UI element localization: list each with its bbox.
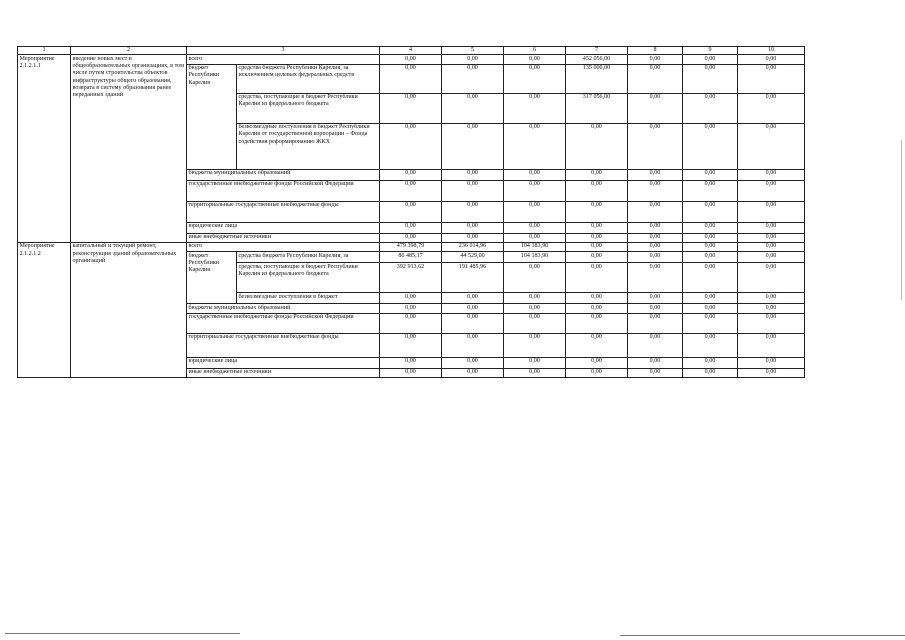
- value-cell: 0,00: [738, 169, 805, 180]
- source-label: средства, поступающие в бюджет Республики Карелия из федерального бюджета: [237, 263, 380, 293]
- value-cell: 0,00: [504, 55, 566, 64]
- value-cell: 0,00: [738, 201, 805, 222]
- value-cell: 0,00: [442, 293, 504, 304]
- header-cell: 9: [683, 47, 738, 55]
- source-label: средства, поступающие в бюджет Республики Карелия из федерального бюджета: [237, 93, 380, 123]
- value-cell: 0,00: [504, 333, 566, 357]
- value-cell: 0,00: [738, 55, 805, 64]
- value-cell: 0,00: [683, 55, 738, 64]
- source-label: всего: [187, 55, 380, 64]
- value-cell: 0,00: [628, 368, 683, 377]
- budget-table: [17, 46, 805, 378]
- table-row: [18, 55, 805, 64]
- value-cell: 0,00: [566, 180, 628, 201]
- value-cell: 0,00: [683, 180, 738, 201]
- value-cell: 0,00: [566, 123, 628, 169]
- value-cell: 0,00: [738, 252, 805, 263]
- value-cell: 0,00: [738, 333, 805, 357]
- value-cell: 0,00: [566, 333, 628, 357]
- value-cell: 44 529,00: [442, 252, 504, 263]
- value-cell: 0,00: [738, 368, 805, 377]
- value-cell: 452 056,00: [566, 55, 628, 64]
- source-label: государственные внебюджетные фонды Российской Федерации: [187, 180, 380, 201]
- value-cell: 0,00: [566, 252, 628, 263]
- value-cell: 0,00: [738, 263, 805, 293]
- value-cell: 0,00: [380, 333, 442, 357]
- scan-edge-line: [620, 635, 905, 636]
- value-cell: 0,00: [566, 201, 628, 222]
- value-cell: 0,00: [504, 368, 566, 377]
- value-cell: 0,00: [442, 233, 504, 242]
- value-cell: 0,00: [442, 304, 504, 313]
- source-label: всего: [187, 242, 380, 251]
- value-cell: 0,00: [442, 123, 504, 169]
- value-cell: 135 000,00: [566, 64, 628, 93]
- source-label: средства бюджета Республики Карелия, за: [237, 252, 380, 263]
- value-cell: 0,00: [442, 180, 504, 201]
- value-cell: 191 485,96: [442, 263, 504, 293]
- source-label: юридические лица: [187, 357, 380, 368]
- value-cell: 0,00: [628, 304, 683, 313]
- value-cell: 0,00: [683, 169, 738, 180]
- value-cell: 0,00: [683, 252, 738, 263]
- value-cell: 0,00: [738, 304, 805, 313]
- value-cell: 0,00: [566, 304, 628, 313]
- value-cell: 0,00: [504, 201, 566, 222]
- value-cell: 0,00: [380, 368, 442, 377]
- value-cell: 0,00: [380, 357, 442, 368]
- value-cell: 0,00: [442, 333, 504, 357]
- source-label: бюджеты муниципальных образований: [187, 169, 380, 180]
- value-cell: 0,00: [442, 313, 504, 333]
- header-cell: 7: [566, 47, 628, 55]
- value-cell: 0,00: [683, 293, 738, 304]
- value-cell: 0,00: [683, 313, 738, 333]
- value-cell: 0,00: [628, 169, 683, 180]
- value-cell: 0,00: [380, 169, 442, 180]
- value-cell: 0,00: [380, 233, 442, 242]
- value-cell: 0,00: [380, 222, 442, 233]
- value-cell: 0,00: [566, 313, 628, 333]
- value-cell: 0,00: [683, 333, 738, 357]
- source-label: средства бюджета Республики Карелия, за исключением целевых федеральных средств: [237, 64, 380, 93]
- value-cell: 0,00: [566, 368, 628, 377]
- value-cell: 0,00: [504, 263, 566, 293]
- value-cell: 0,00: [738, 222, 805, 233]
- source-label: бюджеты муниципальных образований: [187, 304, 380, 313]
- value-cell: 0,00: [566, 293, 628, 304]
- value-cell: 0,00: [628, 93, 683, 123]
- value-cell: 317 056,00: [566, 93, 628, 123]
- source-label: безвозмездные поступления в бюджет: [237, 293, 380, 304]
- value-cell: 0,00: [738, 233, 805, 242]
- value-cell: 0,00: [380, 304, 442, 313]
- value-cell: 392 913,62: [380, 263, 442, 293]
- source-label: государственные внебюджетные фонды Российской Федерации: [187, 313, 380, 333]
- value-cell: 0,00: [442, 357, 504, 368]
- value-cell: 104 183,90: [504, 242, 566, 251]
- value-cell: 104 183,90: [504, 252, 566, 263]
- value-cell: 0,00: [504, 304, 566, 313]
- value-cell: 0,00: [504, 169, 566, 180]
- value-cell: 0,00: [628, 333, 683, 357]
- header-cell: 6: [504, 47, 566, 55]
- value-cell: 0,00: [628, 64, 683, 93]
- value-cell: 0,00: [442, 64, 504, 93]
- source-label: безвозмездные поступления в бюджет Республики Карелия от государственной корпорации – Фонда содействия реформированию ЖКХ: [237, 123, 380, 169]
- value-cell: 0,00: [504, 64, 566, 93]
- value-cell: 0,00: [738, 242, 805, 251]
- value-cell: 0,00: [442, 55, 504, 64]
- measure-name: капитальный и текущий ремонт, реконструкция зданий образовательных организаций: [71, 242, 187, 377]
- header-cell: 8: [628, 47, 683, 55]
- value-cell: 0,00: [380, 313, 442, 333]
- value-cell: 0,00: [683, 201, 738, 222]
- value-cell: 0,00: [504, 313, 566, 333]
- value-cell: 0,00: [628, 55, 683, 64]
- value-cell: 0,00: [380, 55, 442, 64]
- value-cell: 0,00: [504, 123, 566, 169]
- value-cell: 0,00: [628, 357, 683, 368]
- value-cell: 0,00: [566, 233, 628, 242]
- value-cell: 0,00: [504, 222, 566, 233]
- value-cell: 0,00: [738, 64, 805, 93]
- value-cell: 0,00: [566, 242, 628, 251]
- source-label: иные внебюджетные источники: [187, 233, 380, 242]
- value-cell: 0,00: [628, 263, 683, 293]
- value-cell: 0,00: [683, 304, 738, 313]
- value-cell: 0,00: [566, 222, 628, 233]
- value-cell: 0,00: [628, 293, 683, 304]
- value-cell: 0,00: [683, 263, 738, 293]
- value-cell: 0,00: [628, 313, 683, 333]
- source-label: территориальные государственные внебюджетные фонды: [187, 333, 380, 357]
- value-cell: 0,00: [504, 93, 566, 123]
- value-cell: 0,00: [738, 93, 805, 123]
- value-cell: 0,00: [683, 233, 738, 242]
- value-cell: 0,00: [683, 222, 738, 233]
- source-label: юридические лица: [187, 222, 380, 233]
- value-cell: 0,00: [683, 242, 738, 251]
- measure-code: Мероприятие 2.1.2.1.1: [18, 55, 71, 243]
- value-cell: 0,00: [738, 313, 805, 333]
- value-cell: 0,00: [380, 123, 442, 169]
- budget-group-label: бюджет Республики Карелия: [187, 252, 237, 304]
- header-cell: 5: [442, 47, 504, 55]
- value-cell: 479 398,79: [380, 242, 442, 251]
- value-cell: 0,00: [628, 180, 683, 201]
- value-cell: 0,00: [683, 357, 738, 368]
- header-cell: 4: [380, 47, 442, 55]
- value-cell: 0,00: [738, 123, 805, 169]
- value-cell: 0,00: [566, 357, 628, 368]
- header-cell: 10: [738, 47, 805, 55]
- value-cell: 0,00: [628, 222, 683, 233]
- table-row: [18, 242, 805, 251]
- value-cell: 0,00: [442, 93, 504, 123]
- value-cell: 0,00: [504, 233, 566, 242]
- value-cell: 0,00: [738, 180, 805, 201]
- measure-name: введение новых мест в общеобразовательных организациях, в том числе путем строительства объектов инфраструктуры общего образования, возврата в систему образования ранее переданных зданий: [71, 55, 187, 243]
- value-cell: 0,00: [683, 123, 738, 169]
- value-cell: 0,00: [683, 368, 738, 377]
- value-cell: 0,00: [628, 252, 683, 263]
- value-cell: 0,00: [380, 201, 442, 222]
- header-row: [18, 47, 805, 55]
- scan-edge-line: [5, 633, 240, 634]
- value-cell: 0,00: [504, 357, 566, 368]
- value-cell: 0,00: [566, 169, 628, 180]
- value-cell: 0,00: [628, 123, 683, 169]
- value-cell: 0,00: [738, 357, 805, 368]
- value-cell: 0,00: [380, 93, 442, 123]
- value-cell: 0,00: [380, 180, 442, 201]
- value-cell: 0,00: [566, 263, 628, 293]
- value-cell: 0,00: [380, 293, 442, 304]
- value-cell: 0,00: [628, 242, 683, 251]
- value-cell: 0,00: [442, 222, 504, 233]
- measure-code: Мероприятие 2.1.2.1.2: [18, 242, 71, 377]
- value-cell: 0,00: [738, 293, 805, 304]
- value-cell: 236 014,96: [442, 242, 504, 251]
- value-cell: 0,00: [683, 93, 738, 123]
- header-cell: 2: [71, 47, 187, 55]
- value-cell: 86 485,17: [380, 252, 442, 263]
- value-cell: 0,00: [504, 293, 566, 304]
- header-cell: 3: [187, 47, 380, 55]
- budget-group-label: бюджет Республики Карелия: [187, 64, 237, 169]
- value-cell: 0,00: [628, 201, 683, 222]
- source-label: территориальные государственные внебюджетные фонды: [187, 201, 380, 222]
- value-cell: 0,00: [380, 64, 442, 93]
- source-label: иные внебюджетные источники: [187, 368, 380, 377]
- value-cell: 0,00: [442, 368, 504, 377]
- value-cell: 0,00: [504, 180, 566, 201]
- value-cell: 0,00: [683, 64, 738, 93]
- value-cell: 0,00: [442, 169, 504, 180]
- value-cell: 0,00: [628, 233, 683, 242]
- header-cell: 1: [18, 47, 71, 55]
- scan-edge-line: [901, 140, 902, 300]
- value-cell: 0,00: [442, 201, 504, 222]
